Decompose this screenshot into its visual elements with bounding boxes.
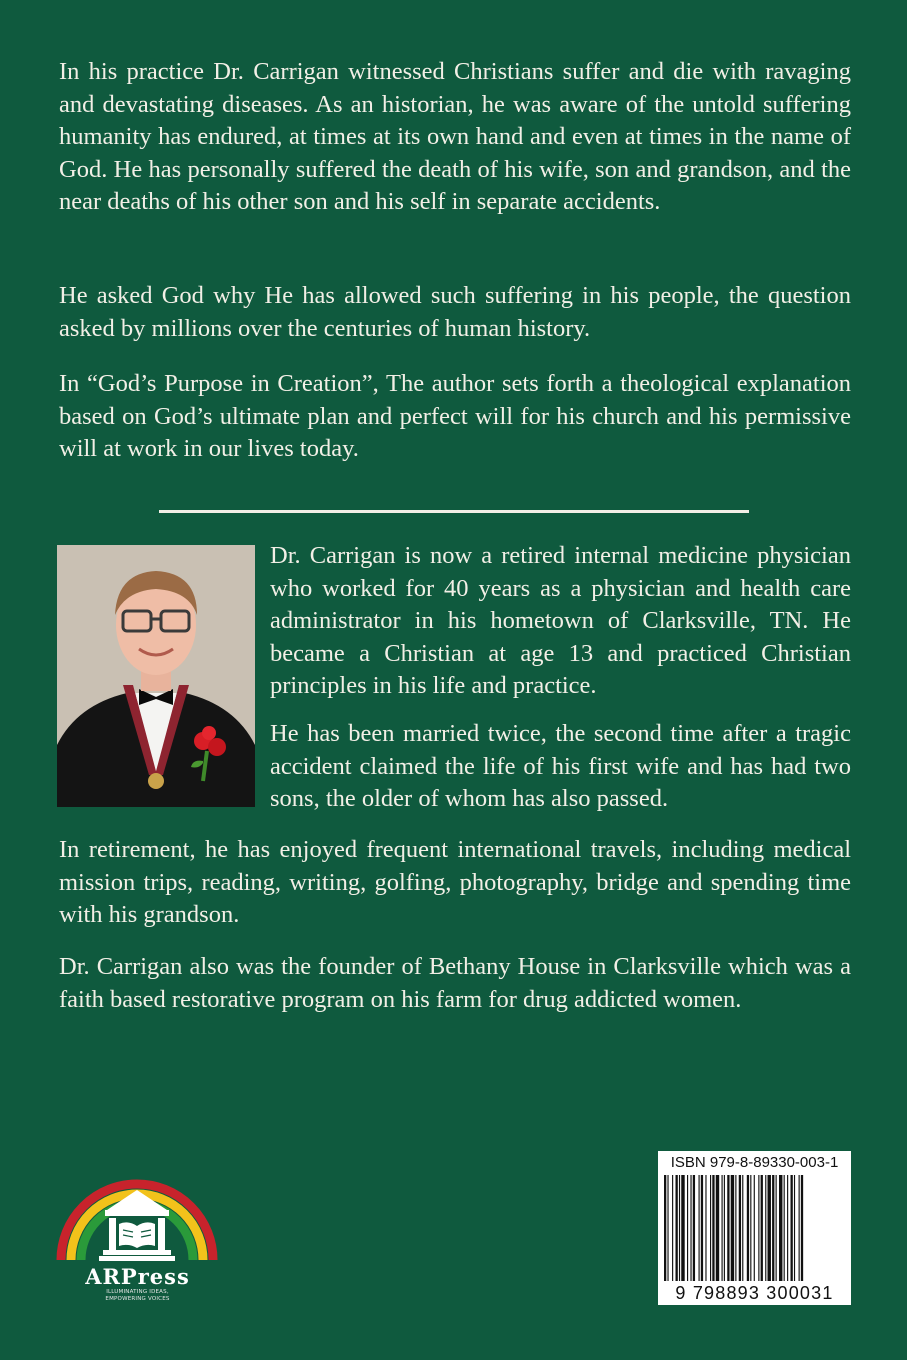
- bio-paragraph-1: Dr. Carrigan is now a retired internal medicine physician who worked for 40 years as a physician and health care administrator in his hometown of Clarksville, TN. He became a Christian at age 13 and practiced Christian principles in his life and practice.: [270, 542, 851, 700]
- barcode-bar: [776, 1175, 777, 1281]
- publisher-name: ARPress: [85, 1264, 190, 1289]
- barcode-bar: [799, 1175, 800, 1281]
- barcode-bar: [712, 1175, 714, 1281]
- barcode-bar: [739, 1175, 741, 1281]
- barcode-bar: [794, 1175, 795, 1281]
- barcode-bar: [699, 1175, 700, 1281]
- barcode-bar: [701, 1175, 703, 1281]
- publisher-logo: [55, 1148, 220, 1308]
- barcode-bar: [724, 1175, 725, 1281]
- barcode-bar: [690, 1175, 691, 1281]
- barcode-bar: [705, 1175, 706, 1281]
- barcode-bar: [693, 1175, 695, 1281]
- barcode-bar: [664, 1175, 666, 1281]
- barcode-bar: [765, 1175, 766, 1281]
- barcode-bar: [710, 1175, 711, 1281]
- barcode-bar: [761, 1175, 763, 1281]
- barcode-bar: [687, 1175, 688, 1281]
- bio-paragraph-4: Dr. Carrigan also was the founder of Bethany House in Clarksville which was a faith based restorative program on his farm for drug addicted women.: [59, 953, 851, 1013]
- barcode-bars-icon: [664, 1175, 845, 1281]
- barcode-bar: [801, 1175, 803, 1281]
- barcode-bar: [731, 1175, 734, 1281]
- barcode-bar: [772, 1175, 774, 1281]
- barcode-bar: [784, 1175, 785, 1281]
- barcode-bar: [722, 1175, 723, 1281]
- barcode-bar: [679, 1175, 680, 1281]
- intro-paragraph-3: In “God’s Purpose in Creation”, The author sets forth a theological explanation based on God’s ultimate plan and perfect will for his church and his permissive will at work in our lives today.: [59, 370, 851, 463]
- barcode-bar: [754, 1175, 755, 1281]
- publisher-tagline-line-2: EMPOWERING VOICES: [105, 1296, 170, 1302]
- barcode-digits: 9 798893 300031: [675, 1283, 834, 1303]
- intro-paragraph-2: He asked God why He has allowed such suffering in his people, the question asked by millions over the centuries of human history.: [59, 282, 851, 342]
- publisher-tagline: [55, 1289, 220, 1303]
- barcode-bar: [735, 1175, 736, 1281]
- intro-paragraph-1: In his practice Dr. Carrigan witnessed Christians suffer and die with ravaging and devastating diseases. As an historian, he was aware of the untold suffering humanity has endured, at times at its own hand and even at times in the name of God. He has personally suffered the death of his wife, son and grandson, and the near deaths of his other son and his self in separate accidents.: [59, 58, 851, 216]
- barcode-bar: [779, 1175, 782, 1281]
- barcode-bar: [758, 1175, 759, 1281]
- barcode-bar: [750, 1175, 751, 1281]
- barcode-bar: [787, 1175, 788, 1281]
- barcode-bar: [747, 1175, 749, 1281]
- logo-emblem-icon: [55, 1148, 220, 1266]
- author-photo: [57, 545, 255, 807]
- barcode-bar: [672, 1175, 673, 1281]
- publisher-tagline-line-1: ILLUMINATING IDEAS,: [106, 1289, 169, 1295]
- barcode-bar: [681, 1175, 684, 1281]
- barcode-bar: [791, 1175, 793, 1281]
- isbn-barcode: [658, 1151, 851, 1305]
- barcode-bar: [667, 1175, 668, 1281]
- section-divider: [159, 510, 749, 513]
- barcode-bar: [742, 1175, 743, 1281]
- barcode-bar: [716, 1175, 719, 1281]
- barcode-bar: [768, 1175, 771, 1281]
- barcode-bar: [676, 1175, 678, 1281]
- bio-paragraph-3: In retirement, he has enjoyed frequent international travels, including medical mission trips, reading, writing, golfing, photography, bridge and spending time with his grandson.: [59, 836, 851, 929]
- bio-paragraph-2: He has been married twice, the second time after a tragic accident claimed the life of his first wife and has had two sons, the older of whom has also passed.: [270, 720, 851, 813]
- isbn-label: ISBN 979-8-89330-003-1: [670, 1154, 839, 1171]
- barcode-bar: [727, 1175, 729, 1281]
